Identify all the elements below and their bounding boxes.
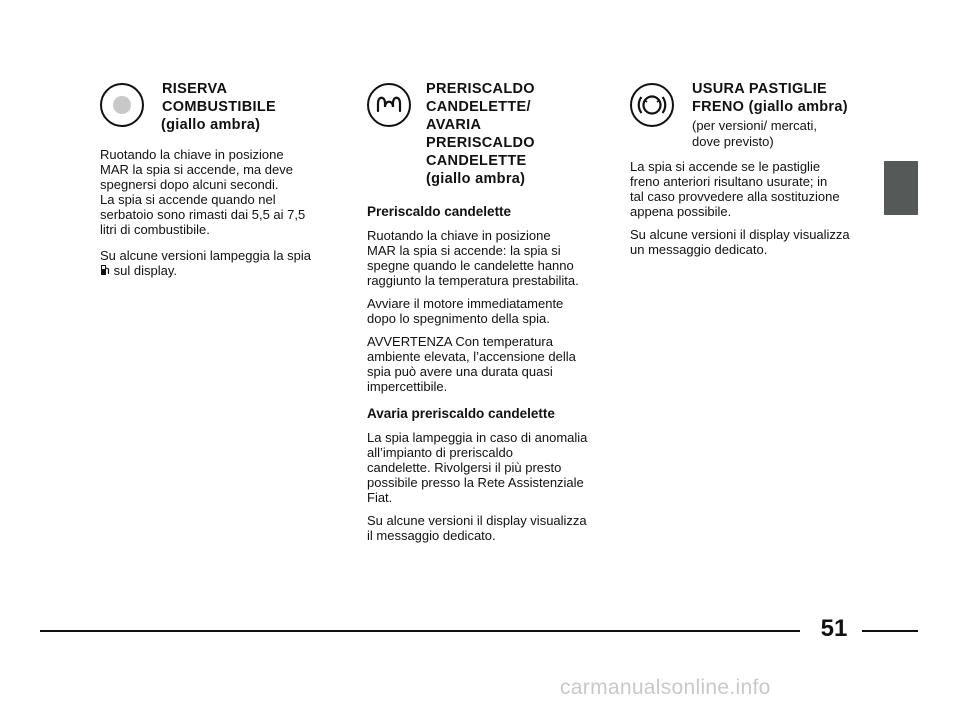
glow-plug-warning — [367, 334, 607, 394]
glow-plug-subheading: Preriscaldo candelette — [367, 204, 512, 219]
text-line: il messaggio dedicato. — [367, 528, 496, 543]
text-line: spegne quando le candelette hanno — [367, 258, 574, 273]
text-line: all’impianto di preriscaldo — [367, 445, 513, 460]
heading-line — [692, 98, 848, 116]
text-line: La spia si accende quando nel — [100, 192, 276, 207]
brake-pad-wear-icon — [630, 83, 674, 127]
text-line: raggiunto la temperatura prestabilita. — [367, 273, 579, 288]
text-line: appena possibile. — [630, 204, 732, 219]
text-line: spia può avere una durata quasi — [367, 364, 553, 379]
glow-plug-icon — [367, 83, 411, 127]
text-line: dove previsto) — [692, 134, 774, 149]
text-line: candelette. Rivolgersi il più presto — [367, 460, 562, 475]
text-line: dopo lo spegnimento della spia. — [367, 311, 550, 326]
fuel-reserve-lamp-icon — [100, 83, 144, 127]
heading-fragment: (giallo ambra) — [744, 99, 848, 115]
brake-pad-paragraph — [630, 227, 865, 257]
fuel-pump-icon — [100, 264, 110, 276]
brake-pad-heading — [692, 80, 848, 116]
heading-line: PRERISCALDO — [426, 135, 535, 151]
glow-plug-heading — [426, 80, 535, 188]
text-fragment: sul display. — [113, 263, 177, 278]
text-line: tal caso provvedere alla sostituzione — [630, 189, 840, 204]
text-line: Avviare il motore immediatamente — [367, 296, 564, 311]
text-line: Fiat. — [367, 490, 393, 505]
text-line: Su alcune versioni lampeggia la spia — [100, 248, 312, 263]
brake-pad-paragraph — [630, 159, 865, 219]
text-line: un messaggio dedicato. — [630, 242, 768, 257]
brake-pad-availability — [692, 118, 817, 150]
text-line — [100, 263, 335, 278]
heading-line: CANDELETTE/ — [426, 99, 531, 115]
footer-rule-right — [862, 630, 918, 632]
text-line: La spia si accende se le pastiglie — [630, 159, 821, 174]
heading-line: (giallo ambra) — [161, 117, 261, 133]
heading-line: RISERVA — [162, 81, 228, 97]
page-number: 51 — [820, 615, 848, 642]
text-line: MAR la spia si accende: la spia si — [367, 243, 561, 258]
text-line: possibile presso la Rete Assistenziale — [367, 475, 584, 490]
section-tab — [884, 161, 918, 215]
glow-plug-paragraph — [367, 430, 607, 505]
text-line: litri di combustibile. — [100, 222, 210, 237]
text-line: freno anteriori risultano usurate; in — [630, 174, 828, 189]
text-line: spegnersi dopo alcuni secondi. — [100, 177, 279, 192]
text-line: Su alcune versioni il display visualizza — [630, 227, 850, 242]
glow-plug-paragraph — [367, 228, 607, 288]
heading-fragment: FRENO — [692, 99, 745, 115]
text-line: AVVERTENZA Con temperatura — [367, 334, 553, 349]
text-line: impercettibile. — [367, 379, 448, 394]
text-line: MAR la spia si accende, ma deve — [100, 162, 293, 177]
watermark: carmanualsonline.info — [560, 676, 771, 699]
text-line: Ruotando la chiave in posizione — [100, 147, 284, 162]
heading-line: AVARIA — [426, 117, 482, 133]
text-line: serbatoio sono rimasti dai 5,5 ai 7,5 — [100, 207, 306, 222]
text-line: ambiente elevata, l’accensione della — [367, 349, 576, 364]
heading-line: COMBUSTIBILE — [162, 99, 276, 115]
heading-line: (giallo ambra) — [426, 171, 526, 187]
text-line: La spia lampeggia in caso di anomalia — [367, 430, 588, 445]
fuel-reserve-display-note — [100, 248, 335, 278]
text-line: Ruotando la chiave in posizione — [367, 228, 551, 243]
text-line: Su alcune versioni il display visualizza — [367, 513, 587, 528]
glow-plug-paragraph — [367, 513, 607, 543]
heading-line: CANDELETTE — [426, 153, 527, 169]
footer-rule — [40, 630, 800, 632]
fuel-reserve-paragraph — [100, 147, 335, 237]
fuel-reserve-heading — [162, 80, 276, 134]
heading-line: USURA PASTIGLIE — [692, 81, 828, 97]
heading-line: PRERISCALDO — [426, 81, 535, 97]
text-line: (per versioni/ mercati, — [692, 118, 817, 133]
glow-plug-paragraph — [367, 296, 607, 326]
glow-plug-failure-subheading: Avaria preriscaldo candelette — [367, 406, 555, 421]
